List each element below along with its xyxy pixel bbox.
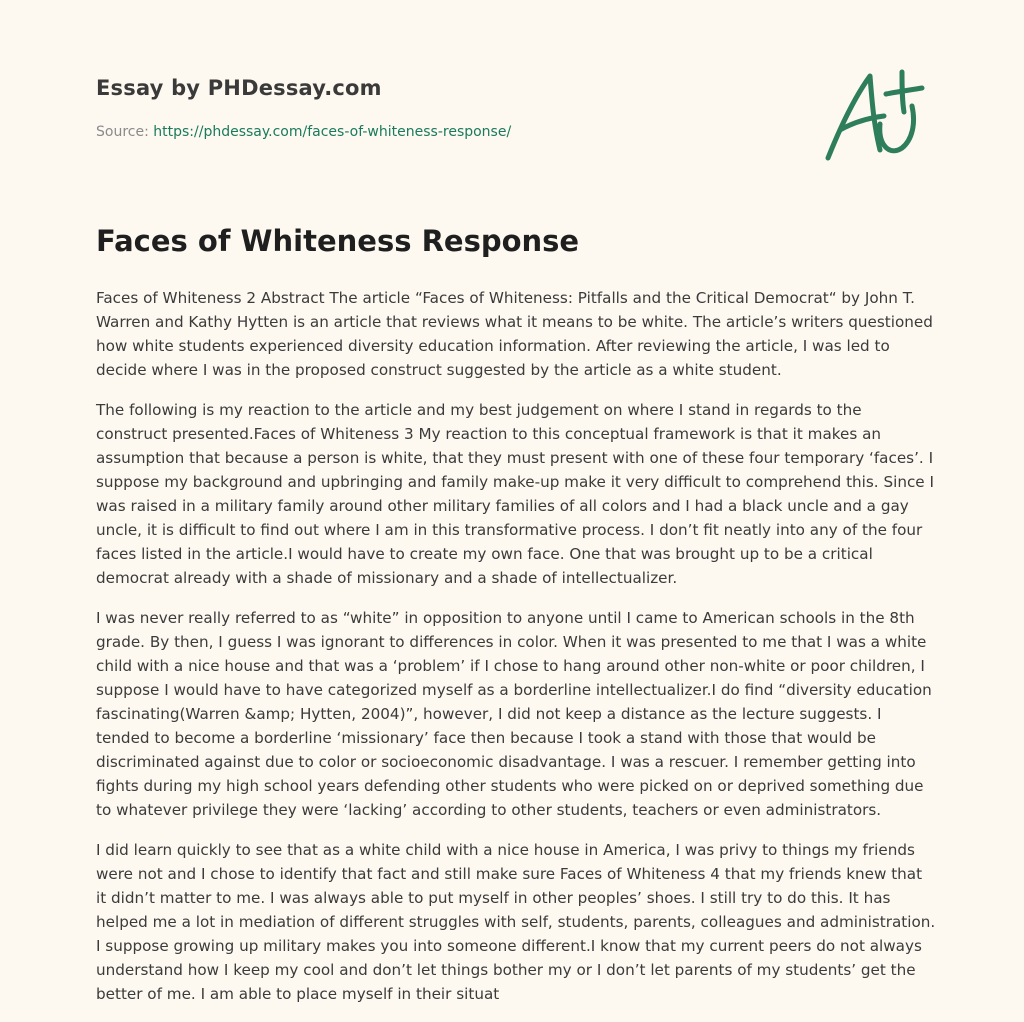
source-link[interactable]: https://phdessay.com/faces-of-whiteness-response/ — [153, 124, 512, 140]
essay-paragraph: I did learn quickly to see that as a white child with a nice house in America, I was privy to things my friends were not and I chose to identify that fact and still make sure Faces of Whiteness 4 that my friends knew that it didn’t matter to me. I was always able to put myself in other peoples’ shoes. I still try to do this. It has helped me a lot in mediation of different struggles with self, students, parents, colleagues and administration. I suppose growing up military makes you into someone different.I know that my current peers do not always understand how I keep my cool and don’t let things bother my or I don’t let parents of my students’ get the better of me. I am able to place myself in their situat — [96, 841, 936, 1003]
essay-paragraph: Faces of Whiteness 2 Abstract The article “Faces of Whiteness: Pitfalls and the Critical Democrat“ by John T. Warren and Kathy Hytten is an article that reviews what it means to be white. The article’s writers questioned how white students experienced diversity education information. After reviewing the article, I was led to decide where I was in the proposed construct suggested by the article as a white student. — [96, 289, 933, 379]
essay-body — [96, 286, 936, 1022]
source-line — [96, 124, 511, 140]
site-brand: Essay by PHDessay.com — [96, 76, 382, 100]
a-plus-logo-icon — [818, 66, 930, 166]
essay-paragraph: I was never really referred to as “white” in opposition to anyone until I came to American schools in the 8th grade. By then, I guess I was ignorant to differences in color. When it was presented to me that I was a white child with a nice house and that was a ‘problem’ if I chose to hang around other non-white or poor children, I suppose I would have to have categorized myself as a borderline intellectualizer.I do find “diversity education fascinating(Warren &amp; Hytten, 2004)”, however, I did not keep a distance as the lecture suggests. I tended to become a borderline ‘missionary’ face then because I took a stand with those that would be discriminated against due to color or socioeconomic disadvantage. I was a rescuer. I remember getting into fights during my high school years defending other students who were picked on or deprived something due to whatever privilege they were ‘lacking’ according to other students, teachers or even administrators. — [96, 609, 932, 819]
essay-title: Faces of Whiteness Response — [96, 224, 580, 258]
source-label: Source: — [96, 124, 149, 140]
essay-paragraph: The following is my reaction to the article and my best judgement on where I stand in regards to the construct presented.Faces of Whiteness 3 My reaction to this conceptual framework is that it makes an assumption that because a person is white, that they must present with one of these four temporary ‘faces’. I suppose my background and upbringing and family make-up make it very difficult to comprehend this. Since I was raised in a military family around other military families of all colors and I had a black uncle and a gay uncle, it is difficult to find out where I am in this transformative process. I don’t fit neatly into any of the four faces listed in the article.I would have to create my own face. One that was brought up to be a critical democrat already with a shade of missionary and a shade of intellectualizer. — [96, 401, 934, 587]
